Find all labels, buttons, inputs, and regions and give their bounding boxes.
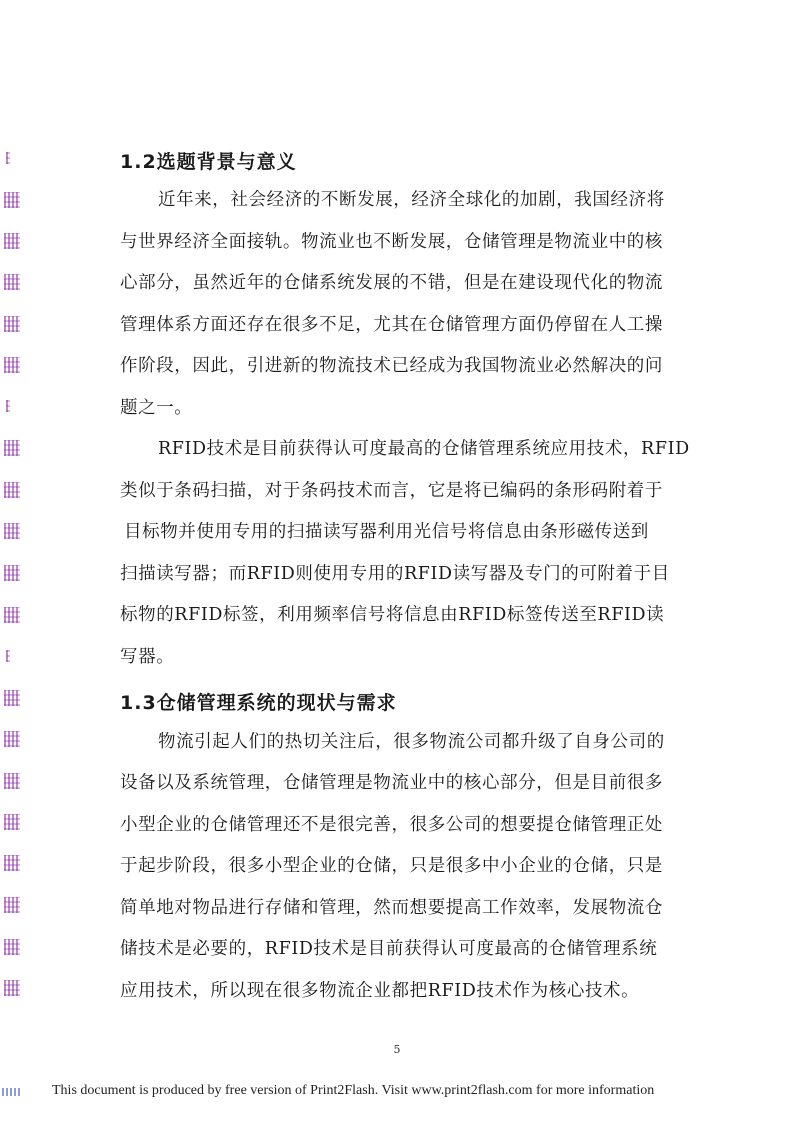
margin-mark — [4, 357, 20, 373]
margin-mark — [6, 650, 10, 662]
margin-mark — [2, 1088, 22, 1096]
paragraph-line: 物流引起人们的热切关注后，很多物流公司都升级了自身公司的 — [158, 732, 665, 752]
margin-mark — [6, 400, 10, 412]
paragraph-line: 扫描读写器；而RFID则使用专用的RFID读写器及专门的可附着于目 — [120, 564, 670, 584]
watermark-footer: This document is produced by free version of Print2Flash. Visit www.print2flash.com for more information — [52, 1083, 655, 1098]
paragraph-line: 应用技术，所以现在很多物流企业都把RFID技术作为核心技术。 — [120, 981, 640, 1001]
paragraph-line: 心部分，虽然近年的仓储系统发展的不错，但是在建设现代化的物流 — [120, 273, 663, 293]
margin-mark — [4, 690, 20, 706]
margin-mark — [4, 482, 20, 498]
paragraph-line: RFID技术是目前获得认可度最高的仓储管理系统应用技术，RFID — [158, 439, 690, 459]
paragraph-line: 管理体系方面还存在很多不足，尤其在仓储管理方面仍停留在人工操 — [120, 315, 663, 335]
margin-mark — [4, 274, 20, 290]
margin-mark — [4, 773, 20, 789]
margin-mark — [4, 440, 20, 456]
margin-mark — [4, 192, 20, 208]
margin-mark — [4, 980, 20, 996]
paragraph-line: 设备以及系统管理，仓储管理是物流业中的核心部分，但是目前很多 — [120, 773, 663, 793]
page-number: 5 — [393, 1043, 401, 1056]
margin-mark — [4, 607, 20, 623]
paragraph-line: 目标物并使用专用的扫描读写器利用光信号将信息由条形磁传送到 — [124, 522, 649, 542]
margin-mark — [4, 565, 20, 581]
margin-mark — [4, 523, 20, 539]
paragraph-line: 作阶段，因此，引进新的物流技术已经成为我国物流业必然解决的问 — [120, 356, 663, 376]
paragraph-line: 标物的RFID标签，利用频率信号将信息由RFID标签传送至RFID读 — [120, 605, 665, 625]
paragraph-line: 近年来，社会经济的不断发展，经济全球化的加剧，我国经济将 — [158, 190, 665, 210]
margin-mark — [4, 939, 20, 955]
margin-mark — [4, 731, 20, 747]
section-heading: 1.2选题背景与意义 — [120, 151, 297, 173]
paragraph-line: 类似于条码扫描，对于条码技术而言，它是将已编码的条形码附着于 — [120, 481, 663, 501]
margin-mark — [4, 233, 20, 249]
paragraph-line: 简单地对物品进行存储和管理，然而想要提高工作效率，发展物流仓 — [120, 898, 663, 918]
section-heading: 1.3仓储管理系统的现状与需求 — [120, 692, 397, 714]
paragraph-line: 储技术是必要的，RFID技术是目前获得认可度最高的仓储管理系统 — [120, 939, 658, 959]
margin-mark — [4, 814, 20, 830]
margin-mark — [4, 316, 20, 332]
margin-mark — [6, 152, 10, 164]
paragraph-line: 小型企业的仓储管理还不是很完善，很多公司的想要提仓储管理正处 — [120, 815, 663, 835]
margin-mark — [4, 897, 20, 913]
margin-mark — [4, 855, 20, 871]
paragraph-line: 题之一。 — [120, 398, 193, 418]
paragraph-line: 写器。 — [120, 647, 175, 667]
paragraph-line: 与世界经济全面接轨。物流业也不断发展，仓储管理是物流业中的核 — [120, 232, 663, 252]
paragraph-line: 于起步阶段，很多小型企业的仓储，只是很多中小企业的仓储，只是 — [120, 856, 663, 876]
